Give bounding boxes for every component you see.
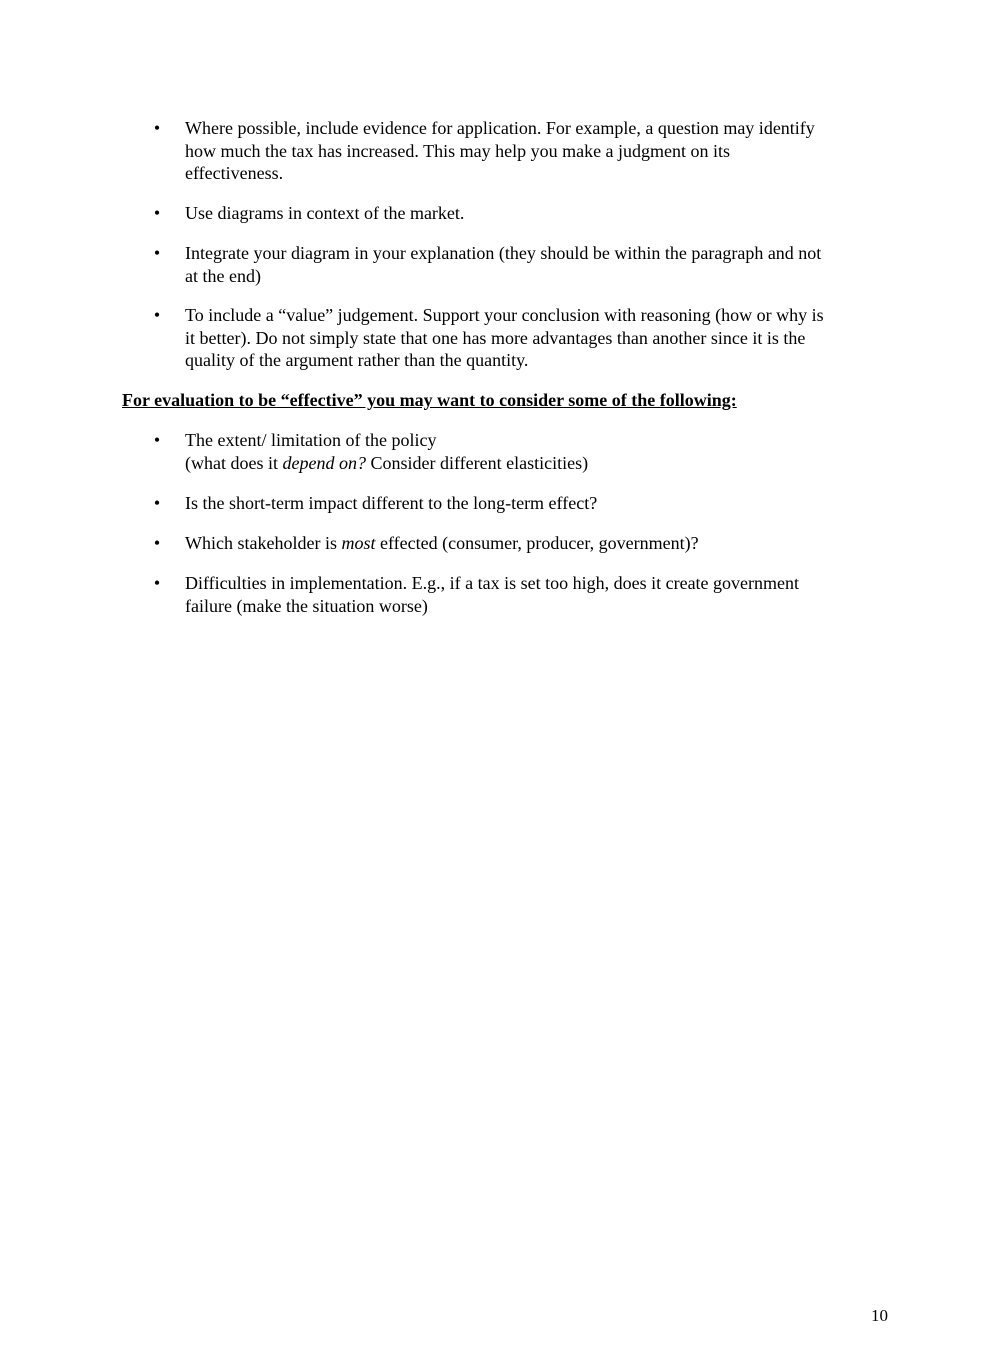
- bullet-icon: •: [153, 203, 161, 223]
- text-line: Difficulties in implementation. E.g., if a tax is set too high, does it create government: [185, 573, 800, 593]
- text-segment: effected (consumer, producer, government)?: [375, 533, 699, 553]
- bullet-icon: •: [153, 430, 161, 450]
- italic-text: most: [341, 533, 376, 553]
- text-line: Integrate your diagram in your explanation (they should be within the paragraph and not: [185, 243, 822, 263]
- list-item-text: [185, 492, 885, 515]
- text-segment: Which stakeholder is: [185, 533, 342, 553]
- text-line: quality of the argument rather than the quantity.: [185, 350, 529, 370]
- bullet-icon: •: [153, 493, 161, 513]
- text-line: at the end): [185, 265, 261, 286]
- list-item-text: [185, 572, 885, 617]
- list-item-text: [185, 429, 885, 474]
- bullet-icon: •: [153, 118, 161, 138]
- list-item-text: [185, 117, 885, 185]
- text-line: [185, 452, 885, 475]
- text-line: Is the short-term impact different to the long-term effect?: [185, 493, 598, 513]
- text-segment: (what does it: [185, 452, 283, 473]
- text-line: how much the tax has increased. This may help you make a judgment on its: [185, 140, 731, 161]
- list-item-text: [185, 202, 885, 225]
- text-line: failure (make the situation worse): [185, 595, 428, 616]
- section-heading: For evaluation to be “effective” you may want to consider some of the following:: [122, 390, 737, 410]
- text-segment: Consider different elasticities): [365, 452, 589, 473]
- list-item-text: [185, 242, 885, 287]
- text-line: Use diagrams in context of the market.: [185, 203, 465, 223]
- list-item-text: [185, 304, 885, 372]
- text-line: [185, 532, 885, 555]
- italic-text: depend on?: [282, 452, 366, 473]
- text-line: To include a “value” judgement. Support your conclusion with reasoning (how or why is: [185, 305, 824, 325]
- list-item-text: [185, 532, 885, 555]
- text-line: it better). Do not simply state that one has more advantages than another since it is the: [185, 327, 806, 348]
- page-number: 10: [871, 1306, 888, 1325]
- bullet-icon: •: [153, 573, 161, 593]
- bullet-icon: •: [153, 533, 161, 553]
- bullet-icon: •: [153, 243, 161, 263]
- bullet-icon: •: [153, 305, 161, 325]
- text-line: The extent/ limitation of the policy: [185, 430, 437, 450]
- text-line: effectiveness.: [185, 163, 284, 183]
- text-line: Where possible, include evidence for application. For example, a question may identify: [185, 118, 815, 138]
